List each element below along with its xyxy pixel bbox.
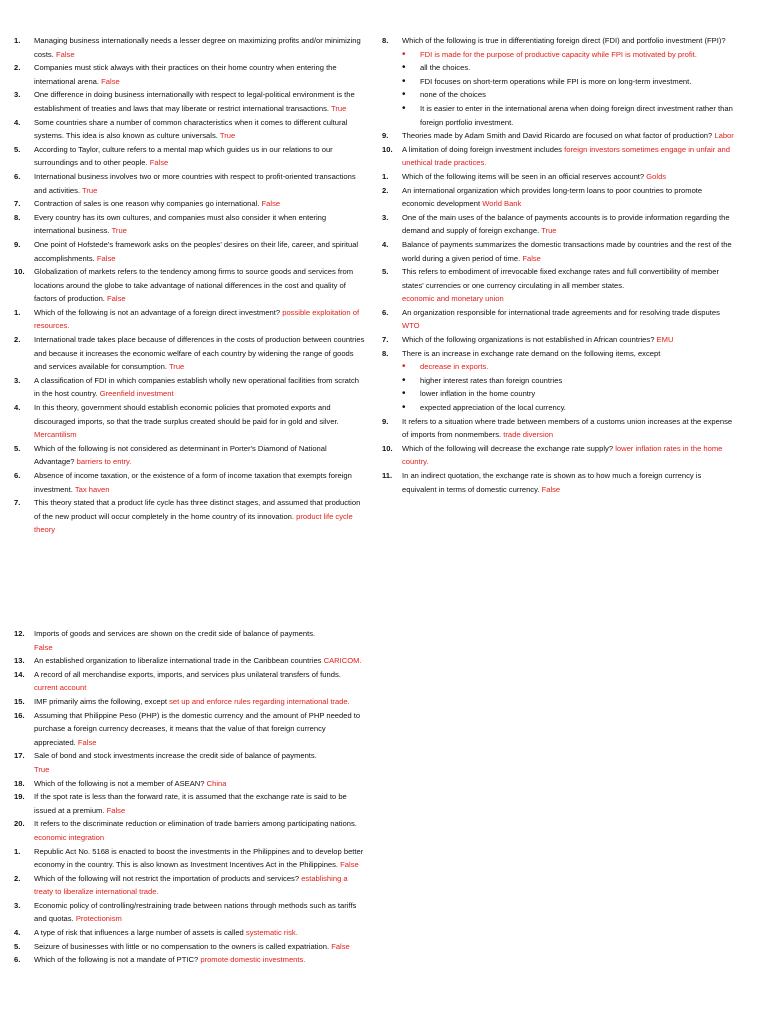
question-text-block	[402, 129, 734, 143]
choice-item	[402, 401, 734, 415]
question-text-block	[34, 709, 366, 750]
question-number: 15.	[14, 696, 25, 706]
question-text: Companies must stick always with their practices on their home country when entering the international arena.	[34, 63, 337, 86]
answer-text: EMU	[656, 335, 674, 345]
bullet-icon: •	[402, 62, 406, 74]
question-text-block	[34, 627, 366, 654]
choice-text: all the choices.	[420, 63, 471, 73]
bullet-icon: •	[402, 374, 406, 386]
question-text: Which of the following is not considered as determinant in Porter's Diamond of National Advantage?	[34, 443, 327, 467]
question-item	[14, 899, 366, 926]
question-text-block	[34, 817, 366, 844]
answer-text: barriers to entry.	[76, 457, 132, 467]
question-text-block	[402, 333, 734, 347]
question-text-block	[34, 496, 366, 537]
question-text-block	[34, 265, 366, 306]
question-text-block	[34, 306, 366, 333]
question-item	[382, 34, 734, 48]
choice-text: FDI is made for the purpose of productive capacity while FPI is motivated by profit.	[420, 49, 697, 59]
bottom-column	[14, 627, 366, 967]
question-text: A record of all merchandise exports, imports, and services plus unilateral transfers of funds.	[34, 669, 341, 679]
answer-text: True	[219, 131, 236, 141]
question-number: 4.	[382, 239, 389, 249]
question-text: An organization responsible for international trade agreements and for resolving trade disputes	[402, 307, 720, 317]
choice-item	[402, 102, 734, 129]
question-text-block	[34, 61, 366, 88]
question-number: 8.	[382, 348, 389, 358]
answer-text: False	[106, 805, 126, 815]
question-item	[14, 872, 366, 899]
question-item	[382, 184, 734, 211]
question-item	[14, 238, 366, 265]
question-text-block	[402, 184, 734, 211]
answer-text: False	[149, 158, 169, 168]
question-number: 7.	[382, 335, 389, 345]
question-number: 16.	[14, 710, 25, 720]
answer-text: CARICOM.	[323, 656, 362, 666]
question-number: 7.	[14, 498, 21, 508]
question-text: Theories made by Adam Smith and David Ricardo are focused on what factor of production?	[402, 131, 713, 141]
question-number: 8.	[382, 36, 389, 45]
question-text: Republic Act No. 5168 is enacted to boost the investments in the Philippines and to develop better economy in the country. This is also known as Investment Incentives Act in the Philippines.	[34, 846, 364, 870]
question-number: 3.	[382, 212, 389, 222]
answer-text: False	[55, 49, 75, 59]
answer-text: False	[101, 76, 120, 86]
question-number: 1.	[14, 846, 21, 856]
question-number: 5.	[382, 267, 389, 277]
question-item	[14, 940, 366, 954]
answer-text: False	[107, 294, 126, 304]
question-item	[14, 211, 366, 238]
question-text: Contraction of sales is one reason why companies go international.	[34, 199, 260, 209]
choice-text: It is easier to enter in the international arena when doing foreign direct investment rather than foreign portfolio investment.	[420, 103, 733, 127]
question-number: 4.	[14, 403, 21, 413]
answer-text: True	[168, 362, 185, 372]
answer-text: possible exploitation of resources.	[34, 307, 360, 331]
question-number: 13.	[14, 656, 25, 666]
question-item	[14, 496, 366, 537]
question-item	[14, 374, 366, 401]
question-text-block	[402, 170, 734, 184]
question-number: 14.	[14, 669, 25, 679]
answer-text: economic integration	[34, 832, 105, 842]
question-item	[14, 953, 366, 967]
question-number: 1.	[382, 171, 389, 181]
question-text: Economic policy of controlling/restraining trade between nations through methods such as tariffs and quotas.	[34, 900, 357, 924]
question-number: 20.	[14, 819, 25, 829]
question-number: 10.	[382, 443, 393, 453]
question-number: 10.	[14, 267, 25, 277]
question-item	[14, 442, 366, 469]
question-number: 9.	[382, 416, 389, 426]
question-text-block	[34, 668, 366, 695]
question-item	[14, 790, 366, 817]
answer-text: Tax haven	[74, 484, 110, 494]
question-item	[382, 143, 734, 170]
answer-text: False	[77, 737, 97, 747]
question-text: In this theory, government should establish economic policies that promoted exports and discouraged imports, so that the trade surplus created should be paid for in gold and silver.	[34, 403, 339, 426]
question-number: 6.	[14, 471, 21, 480]
answer-text: promote domestic investments.	[200, 955, 306, 965]
question-text: Assuming that Philippine Peso (PHP) is the domestic currency and the amount of PHP needed to purchase a foreign currency decreases, it means that the value of that foreign currency appreciated.	[34, 710, 361, 747]
question-text: Which of the following is not an advantage of a foreign direct investment?	[34, 307, 281, 317]
question-item	[382, 238, 734, 265]
choice-text: higher interest rates than foreign countries	[420, 375, 563, 385]
question-text-block	[402, 442, 734, 469]
question-text: Which of the following is true in differentiating foreign direct (FDI) and portfolio investment (FPI)?	[402, 36, 726, 45]
bullet-icon: •	[402, 102, 406, 114]
answer-text: Labor	[714, 131, 734, 141]
question-text-block	[402, 469, 734, 496]
question-text-block	[34, 777, 366, 791]
question-text: Which of the following is not a mandate of PTIC?	[34, 955, 199, 965]
bullet-icon: •	[402, 75, 406, 87]
question-text-block	[34, 374, 366, 401]
answer-text: Greenfield investment	[99, 389, 174, 399]
question-text: This theory stated that a product life cycle has three distinct stages, and assumed that production of the new product will occur completely in the home country of its innovation.	[34, 498, 361, 521]
question-text: Globalization of markets refers to the tendency among firms to source goods and services from locations around the globe to take advantage of national differences in the cost and quality of factors of production.	[34, 267, 354, 304]
bullet-icon: •	[402, 89, 406, 101]
bullet-icon: •	[402, 388, 406, 400]
question-text-block	[34, 238, 366, 265]
question-item	[14, 88, 366, 115]
question-text: International trade takes place because of differences in the costs of production between countries and because it increases the economic welfare of each country by widening the range of goods and services available for consumption.	[34, 335, 365, 372]
question-text-block	[34, 953, 366, 967]
left-column	[14, 34, 366, 537]
question-text-block	[34, 116, 366, 143]
question-text-block	[34, 940, 366, 954]
answer-text: establishing a treaty to liberalize international trade.	[34, 873, 348, 897]
question-text-block	[34, 469, 366, 496]
question-number: 4.	[14, 928, 21, 938]
question-item	[14, 469, 366, 496]
answer-text: False	[541, 484, 561, 494]
question-item	[382, 347, 734, 361]
question-item	[14, 401, 366, 442]
question-text-block	[34, 211, 366, 238]
question-text-block	[34, 790, 366, 817]
answer-text: set up and enforce rules regarding international trade.	[169, 696, 350, 706]
question-text: An established organization to liberalize international trade in the Caribbean countries	[34, 656, 322, 666]
answer-text: current account	[34, 683, 87, 693]
question-item	[382, 265, 734, 306]
question-text: An international organization which provides long-term loans to poor countries to promote economic development	[402, 185, 703, 209]
question-text: One of the main uses of the balance of payments accounts is to provide information regarding the demand and supply of foreign exchange.	[402, 212, 730, 236]
question-number: 2.	[14, 63, 21, 73]
question-text-block	[402, 143, 734, 170]
question-number: 12.	[14, 629, 25, 638]
question-text-block	[402, 306, 734, 333]
question-text-block	[34, 872, 366, 899]
question-text-block	[402, 347, 734, 361]
bullet-icon: •	[402, 361, 406, 373]
choice-item	[402, 75, 734, 89]
question-text-block	[402, 238, 734, 265]
question-number: 5.	[14, 443, 21, 453]
answer-text: True	[111, 226, 127, 236]
question-item	[14, 817, 366, 844]
answer-text: Mercantilism	[34, 430, 77, 440]
question-text-block	[34, 845, 366, 872]
question-text: It refers to the discriminate reduction or elimination of trade barriers among participating nations.	[34, 819, 357, 829]
question-text-block	[34, 197, 366, 211]
question-item	[14, 777, 366, 791]
question-text: Sale of bond and stock investments increase the credit side of balance of payments.	[34, 751, 317, 761]
question-item	[382, 306, 734, 333]
question-number: 2.	[382, 185, 389, 195]
question-text: If the spot rate is less than the forward rate, it is assumed that the exchange rate is said to be issued at a premium.	[34, 792, 347, 815]
question-number: 6.	[382, 307, 389, 317]
choice-item	[402, 88, 734, 102]
question-number: 1.	[14, 36, 21, 45]
question-item	[382, 211, 734, 238]
choice-text: decrease in exports.	[420, 362, 489, 372]
answer-text: False	[331, 941, 350, 951]
question-number: 2.	[14, 335, 21, 345]
bullet-icon: •	[402, 48, 406, 60]
question-number: 9.	[382, 131, 389, 141]
question-number: 3.	[14, 900, 21, 910]
question-number: 3.	[14, 375, 21, 385]
answer-text: False	[96, 253, 116, 263]
choice-item	[402, 61, 734, 75]
question-text: Which of the following is not a member of ASEAN?	[34, 778, 205, 788]
question-number: 3.	[14, 90, 21, 100]
answer-text: True	[82, 185, 98, 195]
question-text-block	[402, 265, 734, 306]
question-text: IMF primarily aims the following, except	[34, 696, 167, 706]
question-item	[14, 306, 366, 333]
answer-text: False	[340, 860, 359, 870]
choice-item	[402, 387, 734, 401]
choice-item	[402, 374, 734, 388]
question-number: 9.	[14, 239, 21, 249]
question-text: Absence of income taxation, or the existence of a form of income taxation that exempts foreign investment.	[34, 471, 352, 494]
question-number: 17.	[14, 751, 25, 761]
question-number: 2.	[14, 873, 21, 883]
question-item	[14, 654, 366, 668]
question-text: A type of risk that influences a large number of assets is called	[34, 928, 244, 938]
bullet-icon: •	[402, 402, 406, 414]
question-text-block	[34, 170, 366, 197]
question-text: A classification of FDI in which companies establish wholly new operational facilities from scratch in the host country.	[34, 375, 359, 399]
question-number: 5.	[14, 941, 21, 951]
answer-text: economic and monetary union	[402, 294, 504, 304]
question-text-block	[402, 211, 734, 238]
question-text: Every country has its own cultures, and companies must also consider it when entering international business.	[34, 212, 327, 236]
question-number: 10.	[382, 144, 393, 154]
question-number: 11.	[382, 471, 393, 480]
question-text: This refers to embodiment of irrevocable fixed exchange rates and full convertibility of member states' currencies or one currency circulating in all member states.	[402, 267, 719, 290]
question-number: 7.	[14, 199, 21, 209]
answer-text: product life cycle theory	[34, 511, 353, 535]
question-text: Some countries share a number of common characteristics when it comes to different cultural systems. This idea is also known as culture universals.	[34, 117, 348, 141]
choice-text: lower inflation in the home country	[420, 389, 536, 399]
question-text-block	[34, 143, 366, 170]
question-number: 19.	[14, 792, 25, 802]
question-text-block	[402, 415, 734, 442]
question-item	[382, 170, 734, 184]
question-item	[14, 926, 366, 940]
choice-list	[382, 360, 734, 414]
question-text-block	[34, 926, 366, 940]
question-item	[14, 61, 366, 88]
choice-text: none of the choices	[420, 90, 486, 100]
question-text: Seizure of businesses with little or no compensation to the owners is called expatriation.	[34, 941, 330, 951]
question-item	[14, 143, 366, 170]
question-text-block	[34, 88, 366, 115]
answer-text: lower inflation rates in the home country.	[402, 443, 723, 467]
answer-text: True	[331, 103, 347, 113]
question-number: 6.	[14, 955, 21, 965]
question-number: 4.	[14, 117, 21, 127]
answer-text: trade diversion	[503, 430, 554, 440]
right-column	[382, 34, 734, 496]
question-item	[14, 170, 366, 197]
question-number: 1.	[14, 307, 21, 317]
question-text: According to Taylor, culture refers to a mental map which guides us in our relations to our surroundings and to other people.	[34, 144, 333, 168]
choice-text: expected appreciation of the local currency.	[420, 403, 566, 413]
question-text-block	[34, 695, 366, 709]
question-text: Which of the following will not restrict the importation of products and services?	[34, 873, 300, 883]
question-text: In an indirect quotation, the exchange rate is shown as to how much a foreign currency is equivalent in terms of domestic currency.	[402, 471, 702, 494]
question-text-block	[34, 749, 366, 776]
question-text-block	[34, 442, 366, 469]
question-text-block	[34, 333, 366, 374]
question-number: 18.	[14, 778, 25, 788]
question-item	[14, 34, 366, 61]
question-item	[382, 333, 734, 347]
answer-text: China	[206, 778, 227, 788]
question-text: There is an increase in exchange rate demand on the following items, except	[402, 348, 661, 358]
question-text: Balance of payments summarizes the domestic transactions made by countries and the rest of the world during a given period of time.	[402, 239, 732, 263]
question-item	[382, 129, 734, 143]
answer-text: True	[541, 226, 557, 236]
question-text: Imports of goods and services are shown on the credit side of balance of payments.	[34, 629, 316, 638]
question-text-block	[402, 34, 734, 48]
answer-text: World Bank	[482, 199, 522, 209]
answer-text: False	[34, 642, 53, 652]
answer-text: Golds	[646, 171, 667, 181]
question-item	[14, 709, 366, 750]
question-text: Which of the following items will be seen in an official reserves account?	[402, 171, 645, 181]
choice-correct	[402, 360, 734, 374]
question-text: One difference in doing business internationally with respect to legal-political environment is the establishment of treaties and laws that may liberate or restrict international transactions.	[34, 90, 355, 113]
question-item	[14, 265, 366, 306]
question-item	[14, 668, 366, 695]
question-item	[14, 627, 366, 654]
question-item	[14, 333, 366, 374]
answer-text: WTO	[402, 321, 420, 331]
question-text: International business involves two or more countries with respect to profit-oriented transactions and activities.	[34, 171, 356, 195]
question-text-block	[34, 899, 366, 926]
question-item	[14, 197, 366, 211]
question-item	[14, 695, 366, 709]
question-item	[382, 469, 734, 496]
question-item	[382, 442, 734, 469]
question-number: 6.	[14, 171, 21, 181]
question-text-block	[34, 401, 366, 442]
question-number: 8.	[14, 212, 21, 222]
answer-text: True	[34, 764, 50, 774]
choice-text: FDI focuses on short-term operations while FPI is more on long-term investment.	[420, 76, 692, 86]
choice-correct	[402, 48, 734, 62]
answer-text: systematic risk.	[245, 928, 298, 938]
choice-list	[382, 48, 734, 130]
question-item	[14, 116, 366, 143]
question-item	[14, 845, 366, 872]
question-text-block	[34, 34, 366, 61]
question-item	[382, 415, 734, 442]
question-text: A limitation of doing foreign investment includes	[402, 144, 562, 154]
answer-text: foreign investors sometimes engage in unfair and unethical trade practices.	[402, 144, 731, 168]
question-number: 5.	[14, 144, 21, 154]
answer-text: False	[261, 199, 281, 209]
question-text: Managing business internationally needs a lesser degree on maximizing profits and/or minimizing costs.	[34, 36, 361, 59]
question-text: It refers to a situation where trade between members of a customs union increases at the expense of imports from nonmembers.	[402, 416, 733, 440]
answer-text: Protectionism	[75, 914, 122, 924]
question-text: One point of Hofstede's framework asks on the peoples' desires on their life, career, and spiritual accomplishments.	[34, 239, 359, 263]
question-item	[14, 749, 366, 776]
question-text: Which of the following will decrease the exchange rate supply?	[402, 443, 614, 453]
question-text-block	[34, 654, 366, 668]
answer-text: False	[522, 253, 541, 263]
question-text: Which of the following organizations is not established in African countries?	[402, 335, 655, 345]
